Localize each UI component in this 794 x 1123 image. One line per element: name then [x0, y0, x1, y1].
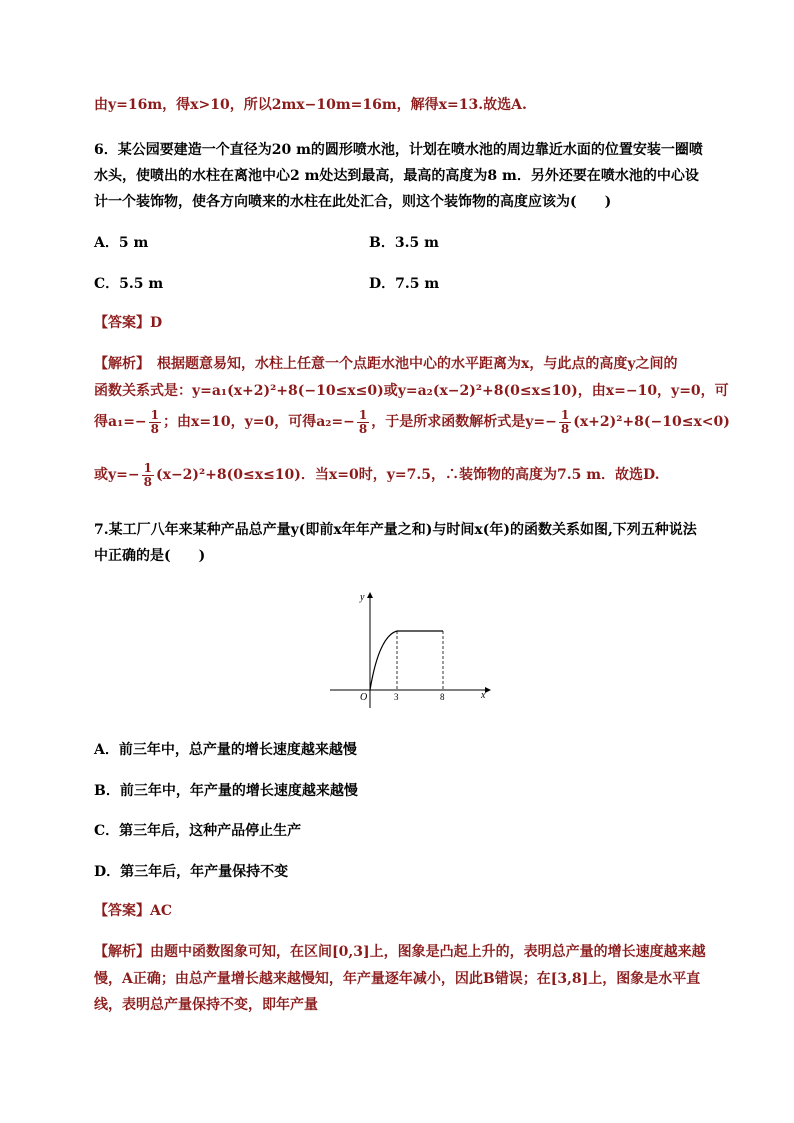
q6-answer: 【答案】D — [94, 315, 163, 331]
y-axis-label: y — [360, 592, 365, 603]
curve-rising — [370, 631, 397, 690]
x-axis-label: x — [481, 690, 486, 701]
fraction-one-eighth: $\frac{1}{8}$ — [150, 407, 160, 436]
q6-analysis-line4-part2: (x−2)²+8(0≤x≤10)．当x=0时，y=7.5，∴装饰物的高度为7.5 m．故选D. — [155, 467, 660, 483]
y-axis-arrow — [367, 592, 373, 598]
q6-stem-line2: 水头，使喷出的水柱在离池中心2 m处达到最高，最高的高度为8 m．另外还要在喷水池的中心设 — [94, 168, 699, 184]
q6-option-c: C．5.5 m — [94, 276, 164, 292]
q6-analysis-line2: 函数关系式是：y=a₁(x+2)²+8(−10≤x≤0)或y=a₂(x−2)²+8(0≤x≤10)，由x=−10，y=0，可 — [94, 383, 729, 399]
q7-stem-line2: 中正确的是( ) — [94, 548, 206, 564]
fraction-one-eighth: $\frac{1}{8}$ — [560, 407, 570, 436]
fraction-one-eighth: $\frac{1}{8}$ — [358, 407, 368, 436]
q6-analysis-line3 — [94, 407, 730, 436]
x-axis-arrow — [485, 687, 491, 693]
q6-analysis-line3-part3: ，于是所求函数解析式是y=− — [371, 414, 557, 430]
q6-analysis-line3-part1: 得a₁=− — [94, 414, 147, 430]
q7-answer: 【答案】AC — [94, 903, 173, 919]
q6-option-d: D．7.5 m — [369, 276, 440, 292]
q7-analysis-line3: 线，表明总产量保持不变，即年产量 — [94, 997, 318, 1013]
q7-analysis-line1: 【解析】由题中函数图象可知，在区间[0,3]上，图象是凸起上升的，表明总产量的增长速度越来越 — [94, 944, 706, 960]
q6-option-b: B．3.5 m — [369, 235, 439, 251]
q7-option-c: C．第三年后，这种产品停止生产 — [94, 823, 302, 839]
origin-label: O — [360, 692, 368, 703]
q6-analysis-line3-part2: ；由x=10，y=0，可得a₂=− — [163, 414, 355, 430]
q7-option-b: B．前三年中，年产量的增长速度越来越慢 — [94, 783, 358, 799]
q7-option-d: D．第三年后，年产量保持不变 — [94, 864, 289, 880]
q6-analysis-line1: 【解析】 根据题意易知，水柱上任意一个点距水池中心的水平距离为x，与此点的高度y之间的 — [94, 356, 678, 372]
q6-analysis-line4-part1: 或y=− — [94, 467, 140, 483]
fraction-one-eighth: $\frac{1}{8}$ — [143, 460, 152, 489]
q6-option-a: A．5 m — [94, 235, 149, 251]
tick-label-8: 8 — [440, 692, 445, 702]
q6-stem-line3: 计一个装饰物，使各方向喷来的水柱在此处汇合，则这个装饰物的高度应该为( ) — [94, 194, 612, 210]
q7-analysis-line2: 慢，A正确；由总产量增长越来越慢知，年产量逐年减小，因此B错误；在[3,8]上，图象是水平直 — [94, 971, 701, 987]
tick-label-3: 3 — [394, 692, 399, 702]
q6-analysis-line4 — [94, 461, 704, 489]
q6-analysis-line3-part4: (x+2)²+8(−10≤x<0) — [573, 414, 730, 430]
q6-stem-line1: 6．某公园要建造一个直径为20 m的圆形喷水池，计划在喷水池的周边靠近水面的位置安装一圈喷 — [94, 142, 703, 158]
total-output-graph — [325, 590, 495, 710]
previous-solution-tail: 由y=16m，得x>10，所以2mx−10m=16m，解得x=13.故选A. — [94, 97, 527, 113]
q7-stem-line1: 7.某工厂八年来某种产品总产量y(即前x年年产量之和)与时间x(年)的函数关系如图,下列五种说法 — [94, 522, 697, 538]
q7-option-a: A．前三年中，总产量的增长速度越来越慢 — [94, 742, 357, 758]
